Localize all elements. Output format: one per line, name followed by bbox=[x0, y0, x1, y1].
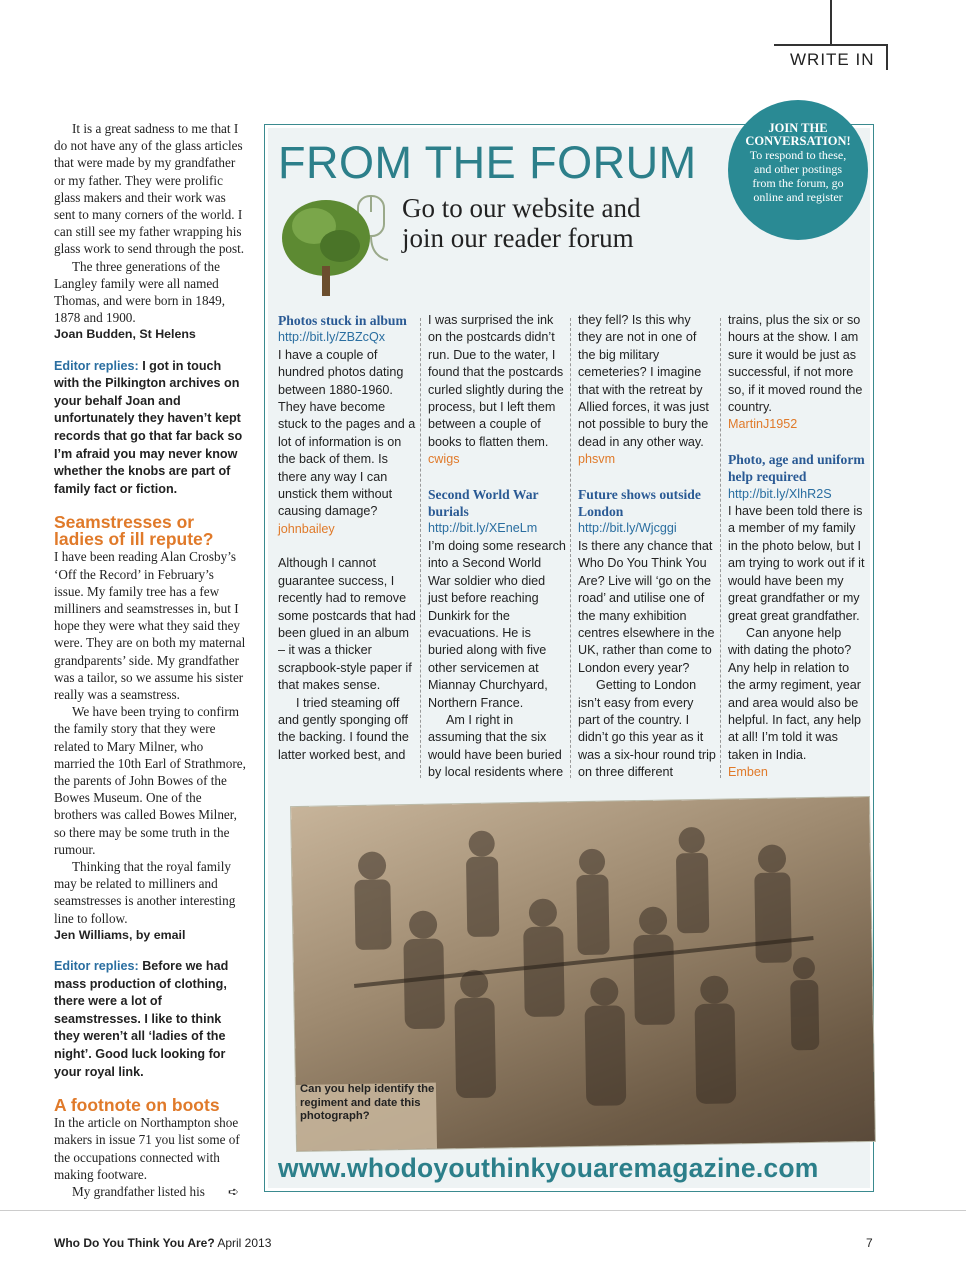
editor-reply-text: Before we had mass production of clothing, there were a lot of seamstresses. I like to think they weren’t all ‘ladies of the night’. Good luck looking for your royal link. bbox=[54, 959, 229, 1079]
letters-column bbox=[54, 120, 246, 1200]
post-text: Getting to London isn’t easy from every part of the country. I didn’t go this year as it was a six-hour round trip on three different bbox=[578, 678, 716, 780]
photo-caption: Can you help identify the regiment and date this photograph? bbox=[300, 1083, 435, 1122]
letter-paragraph bbox=[54, 1183, 246, 1200]
post-text: they fell? Is this why they are not in one of the big military cemeteries? I imagine that with the retreat by Allied forces, it was just not possible to bury the dead in any other way. bbox=[578, 313, 709, 449]
post-heading: Photo, age and uniform help required bbox=[728, 451, 865, 485]
tab-divider bbox=[886, 44, 888, 70]
editor-reply bbox=[54, 958, 246, 1081]
post-text: I have been told there is a member of my family in the photo below, but I am trying to work out if it would have been my great grandfather or my great great grandfather. bbox=[728, 504, 865, 623]
tree-mouse-illustration bbox=[278, 186, 398, 302]
column-divider bbox=[720, 318, 722, 778]
post-text: trains, plus the six or so hours at the show. I am sure it would be just as successful, if not more so, if it moved round the country. bbox=[728, 313, 863, 415]
letter-text: My grandfather listed his bbox=[72, 1184, 205, 1200]
magazine-name: Who Do You Think You Are? bbox=[54, 1236, 215, 1250]
forum-title: FROM THE FORUM bbox=[278, 137, 697, 188]
post-text: I tried steaming off and gently sponging off the backing. I found the latter worked best, and bbox=[278, 695, 409, 762]
footer-credit bbox=[54, 1236, 271, 1250]
tab-divider bbox=[774, 44, 888, 46]
post-text: Am I right in assuming that the six would have been buried by local residents where bbox=[428, 712, 564, 780]
join-badge-text: To respond to these, and other postings from the forum, go online and register bbox=[749, 148, 847, 204]
post-username: cwigs bbox=[428, 452, 460, 467]
post-heading: Photos stuck in album bbox=[278, 313, 407, 328]
join-badge-heading: JOIN THE CONVERSATION! bbox=[745, 121, 851, 148]
letter-heading: Seamstresses or ladies of ill repute? bbox=[54, 512, 214, 550]
editor-reply-label: Editor replies: bbox=[54, 358, 139, 373]
forum-column bbox=[428, 312, 566, 782]
editor-reply-text: I got in touch with the Pilkington archives on your behalf Joan and unfortunately they haven’t kept records that go that far back so I’m afraid you may never know whether the knobs are part of family fact or fiction. bbox=[54, 358, 243, 496]
forum-column bbox=[728, 312, 866, 782]
post-text: Can anyone help with dating the photo? Any help in relation to the army regiment, year and area would also be helpful. In fact, any help at all! I’m told it was taken in India. bbox=[728, 625, 862, 762]
post-username: Emben bbox=[728, 765, 768, 780]
forum-column bbox=[578, 312, 716, 782]
letter-heading: A footnote on boots bbox=[54, 1095, 220, 1116]
post-link[interactable]: http://bit.ly/XlhR2S bbox=[728, 486, 832, 501]
footer-divider bbox=[0, 1210, 966, 1211]
editor-reply-label: Editor replies: bbox=[54, 959, 139, 974]
post-link[interactable]: http://bit.ly/Wjcggi bbox=[578, 521, 677, 536]
letter-paragraph: We have been trying to confirm the family story that they were related to Mary Milner, who married the 10th Earl of Strathmore, the parents of John Bowes of the Bowes Museum. One of the brothers was called Bowes Milner, so there may be some truth in the rumour. bbox=[54, 704, 246, 857]
letter-paragraph: In the article on Northampton shoe makers in issue 71 you list some of the occupations connected with making footware. bbox=[54, 1115, 240, 1182]
post-text: Is there any chance that Who Do You Think You Are? Live will ‘go on the road’ and utilise one of the many exhibition centres elsewhere in the UK, rather than come to London every year? bbox=[578, 538, 715, 675]
letter-signature: Jen Williams, by email bbox=[54, 927, 186, 942]
post-heading: Future shows outside London bbox=[578, 486, 701, 520]
section-tab: WRITE IN bbox=[790, 50, 875, 69]
post-heading: Second World War burials bbox=[428, 486, 539, 520]
post-link[interactable]: http://bit.ly/ZBZcQx bbox=[278, 330, 386, 345]
letter-paragraph: The three generations of the Langley family were all named Thomas, and were born in 1849, 1878 and 1900. bbox=[54, 258, 226, 326]
post-link[interactable]: http://bit.ly/XEneLm bbox=[428, 521, 538, 536]
post-text: I have a couple of hundred photos dating between 1880-1960. They have become stuck to the pages and a lot of information is on the back of them. Is there any way I can unstick them without causing damage? bbox=[278, 347, 416, 519]
forum-subtitle: Go to our website and join our reader forum bbox=[402, 193, 641, 253]
editor-reply bbox=[54, 358, 246, 499]
continue-arrow-icon: ➪ bbox=[228, 1184, 240, 1200]
column-divider bbox=[570, 318, 572, 778]
letter-signature: Joan Budden, St Helens bbox=[54, 327, 196, 342]
post-username: phsvm bbox=[578, 452, 616, 467]
post-text: I was surprised the ink on the postcards didn’t run. Due to the water, I found that the postcards curled slightly during the process, but I left them between a couple of books to flatten them. bbox=[428, 313, 564, 449]
join-badge bbox=[728, 100, 868, 240]
issue-date: April 2013 bbox=[217, 1236, 272, 1250]
post-username: johnbailey bbox=[278, 521, 335, 536]
column-divider bbox=[420, 318, 422, 778]
tab-divider bbox=[830, 0, 832, 46]
letter-paragraph: Thinking that the royal family may be related to milliners and seamstresses is another interesting line to follow. bbox=[54, 859, 236, 926]
letter-paragraph: I have been reading Alan Crosby’s ‘Off the Record’ in February’s issue. My family tree has a few milliners and seamstresses in, but I hope they were what they said they were. They are on both my maternal grandparents’ side. My grandfather was a tailor, so we assume his sister really was a seamstress. bbox=[54, 549, 246, 703]
website-url[interactable]: www.whodoyouthinkyouaremagazine.com bbox=[278, 1153, 819, 1183]
forum-column bbox=[278, 312, 416, 764]
page-number: 7 bbox=[866, 1236, 873, 1250]
post-username: MartinJ1952 bbox=[728, 417, 798, 432]
letter-paragraph: It is a great sadness to me that I do not have any of the glass articles that were made by my grandfather or my father. They were prolific glass makers and their work was sent to many corners of the world. I can still see my father wrapping his glass work to send through the post. bbox=[54, 121, 245, 257]
post-text: I’m doing some research into a Second World War soldier who died just before reaching Dunkirk for the evacuations. He is buried along with five other servicemen at Miannay Churchyard, Northern France. bbox=[428, 538, 566, 710]
post-text: Although I cannot guarantee success, I recently had to remove some postcards that had been glued in an album – it was a thicker scrapbook-style paper if that makes sense. bbox=[278, 556, 416, 693]
